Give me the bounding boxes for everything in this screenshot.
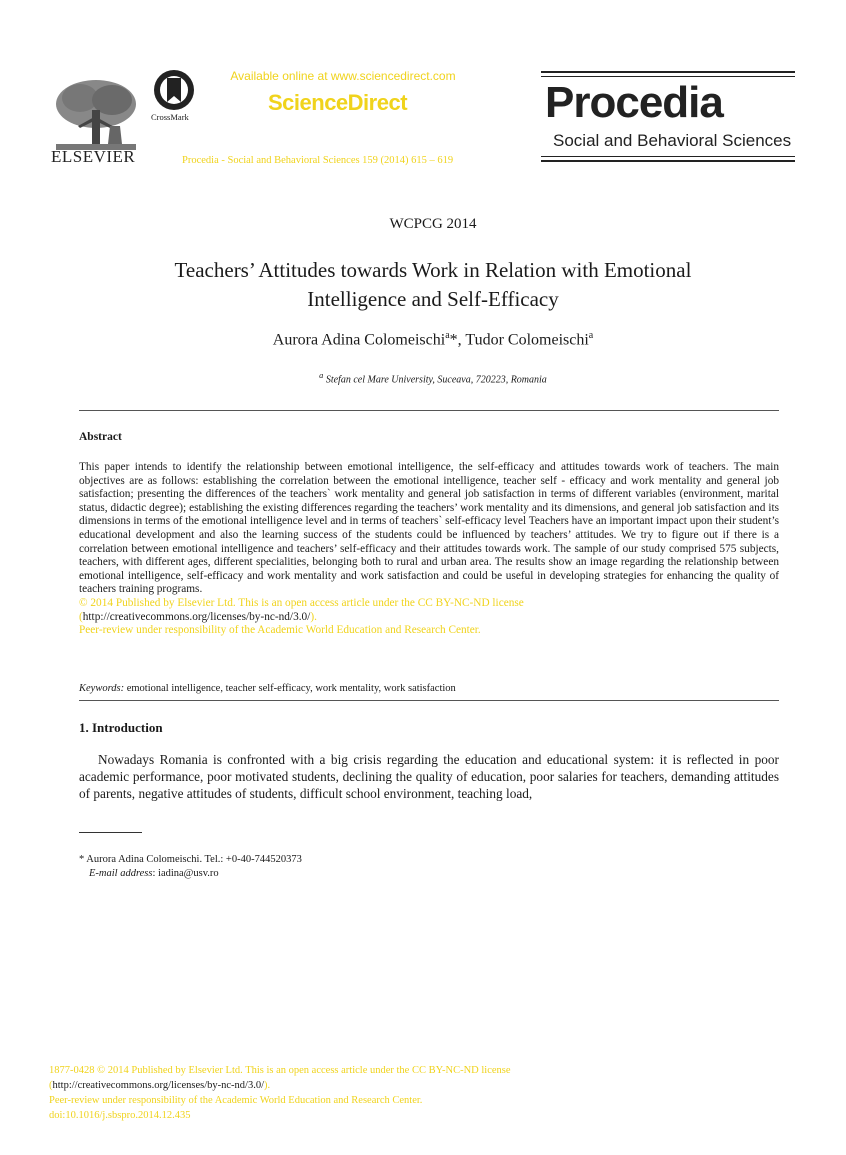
author-affiliation-mark: a [445, 330, 450, 341]
sciencedirect-logo[interactable]: ScienceDirect [268, 90, 408, 115]
procedia-bottom-rule-thin [541, 156, 795, 157]
publisher-wordmark: ELSEVIER [51, 147, 136, 166]
paper-title-line-2: Intelligence and Self-Efficacy [307, 287, 559, 311]
paper-title [80, 256, 786, 314]
peer-review-notice: Peer-review under responsibility of the Academic World Education and Research Center. [79, 624, 481, 637]
footer-license-link[interactable]: http://creativecommons.org/licenses/by-nc-nd/3.0/ [52, 1080, 265, 1091]
affiliation [80, 371, 786, 385]
abstract-text: This paper intends to identify the relationship between emotional intelligence, the self-efficacy and attitudes towards work of teachers. The main objectives are as follows: establishing the correlation between the emotional intelligence, teacher self - efficacy and work mentality and general job satisfaction; presenting the differences of the teachers` work mentality and general job satisfaction in terms of different variables (environment, marital status, didactic degree); establishing the existing differences regarding the teachers’ work mentality and its dimensions, and general job satisfaction and its dimensions in terms of the emotional intelligence level and in terms of teachers` self-efficacy level Teachers have an important impact upon their student’s educational development and also the learning success of the students could be influenced by teachers’ attitudes. We try to figure out if there is a correlation between emotional intelligence and teachers’ self-efficacy and their attitudes towards work. The sample of our study comprised 575 subjects, teachers, with different ages, different specialities, belonging both to rural and urban area. The results show an image regarding the relationship between emotional intelligence, self-efficacy and work mentality and work satisfaction and could be useful in developing strategies for enhancing the quality of teachers training programs. [79, 461, 779, 596]
journal-reference: Procedia - Social and Behavioral Sciences 159 (2014) 615 – 619 [182, 155, 454, 166]
footer-license-paren-close: ). [264, 1080, 271, 1091]
footer-copyright: 1877-0428 © 2014 Published by Elsevier Ltd. This is an open access article under the CC BY-NC-ND license [49, 1065, 511, 1076]
journal-subtitle: Social and Behavioral Sciences [553, 131, 792, 150]
abstract-top-rule [79, 410, 779, 411]
abstract-body [79, 461, 779, 638]
conference-name: WCPCG 2014 [389, 216, 477, 232]
affiliation-mark: a [319, 371, 324, 380]
introduction-paragraph: Nowadays Romania is confronted with a big crisis regarding the education and educational system: it is reflected in poor academic performance, poor motivated students, declining the quality of education, poor salaries for teachers, demanding attitudes of parents, negative attitudes of students, difficult school environment, teaching load, [79, 752, 779, 801]
corresponding-author-mark: *, [449, 331, 466, 349]
journal-title: Procedia [545, 78, 723, 127]
email-address[interactable]: : iadina@usv.ro [152, 868, 219, 879]
available-online-text[interactable]: Available online at www.sciencedirect.com [230, 69, 456, 83]
footer-peer-review: Peer-review under responsibility of the Academic World Education and Research Center. [49, 1095, 423, 1106]
page-footer [49, 1063, 669, 1123]
affiliation-text: Stefan cel Mare University, Suceava, 720223, Romania [325, 374, 547, 386]
footer-license-paren-open: ( [49, 1080, 53, 1091]
author-name: Tudor Colomeischi [465, 331, 589, 349]
footer-doi[interactable]: doi:10.1016/j.sbspro.2014.12.435 [49, 1110, 191, 1121]
author-list [80, 330, 786, 349]
keywords [79, 683, 779, 694]
abstract-bottom-rule [79, 700, 779, 701]
copyright-notice: © 2014 Published by Elsevier Ltd. This is an open access article under the CC BY-NC-ND license [79, 596, 524, 609]
footnote-rule [79, 832, 142, 833]
license-paren-open: ( [79, 610, 83, 623]
keywords-text: emotional intelligence, teacher self-efficacy, work mentality, work satisfaction [124, 683, 456, 694]
section-heading: 1. Introduction [79, 720, 163, 735]
author-name: Aurora Adina Colomeischi [272, 331, 446, 349]
keywords-label: Keywords: [79, 683, 125, 694]
email-label: E-mail address [89, 868, 153, 879]
footnote-corresponding-author: * Aurora Adina Colomeischi. Tel.: +0-40-744520373 [79, 854, 302, 865]
procedia-top-rule [541, 71, 795, 73]
abstract-heading: Abstract [79, 431, 122, 443]
procedia-bottom-rule [541, 160, 795, 162]
paper-title-line-1: Teachers’ Attitudes towards Work in Relation with Emotional [174, 258, 692, 282]
license-paren-close: ). [310, 610, 317, 623]
footer-license [49, 1078, 669, 1093]
procedia-top-rule-thin [541, 76, 795, 77]
crossmark-label: CrossMark [151, 112, 189, 122]
license-link[interactable]: http://creativecommons.org/licenses/by-nc-nd/3.0/ [82, 610, 311, 623]
author-affiliation-mark: a [588, 330, 594, 341]
footnote-email [89, 868, 219, 879]
